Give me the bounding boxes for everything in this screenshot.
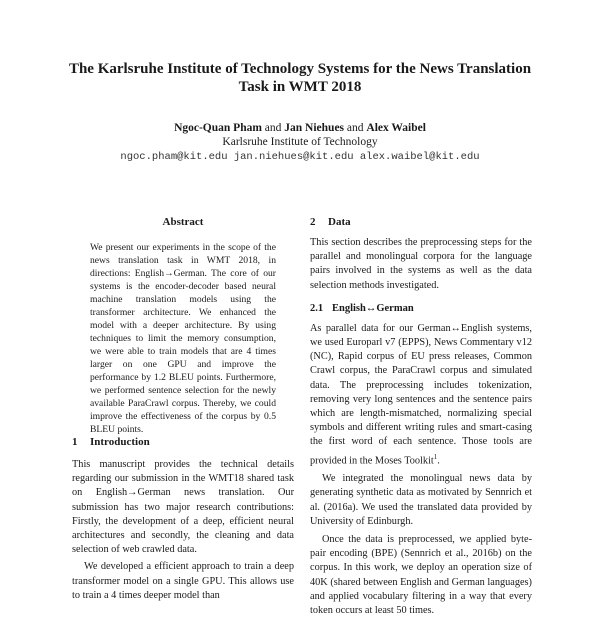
footnote-mark: 1 xyxy=(433,452,438,461)
data-paragraph-4: Once the data is preprocessed, we applied byte-pair encoding (BPE) (Sennrich et al., 2016b) on the corpus. In this work, we deploy an operation size of 40K (shared between English and German languages) and applied vocabulary filtering in a way that every token occurs at least 50 times. xyxy=(310,534,532,617)
paper-title xyxy=(40,60,560,96)
section-title: Data xyxy=(328,216,351,228)
author-name: Jan Niehues xyxy=(284,122,345,134)
data-paragraph-3: We integrated the monolingual news data by generating synthetic data as motivated by Sennrich et al. (2016a). We used the translated data provided by University of Edinburgh. xyxy=(310,473,532,527)
section-heading xyxy=(310,216,532,228)
author-name: Ngoc-Quan Pham xyxy=(174,122,262,134)
author-separator: and xyxy=(346,122,364,134)
author-name: Alex Waibel xyxy=(366,122,426,134)
abstract-text: We present our experiments in the scope of the news translation task in WMT 2018, in directions: English→German. The core of our systems is the encoder-decoder based neural machine translation models using the transformer architecture. We enhanced the model with a deeper architecture. By using techniques to limit the memory consumption, we were able to train models that are 4 times larger on one GPU and improve the performance by 1.2 BLEU points. Furthermore, we performed sentence selection for the newly available ParaCrawl corpus. Thereby, we could improve the effectiveness of the corpus by 0.5 BLEU points. xyxy=(90,242,276,435)
abstract-heading: Abstract xyxy=(162,216,204,228)
intro-section xyxy=(72,436,294,603)
intro-paragraph-2: We developed a efficient approach to train a deep transformer model on a single GPU. This allows use to train a 4 times deeper model than xyxy=(72,561,294,601)
section-number: 2 xyxy=(310,216,316,228)
section-title: Introduction xyxy=(90,436,150,448)
subsection-heading xyxy=(310,303,532,314)
section-heading xyxy=(72,436,294,448)
affiliation: Karlsruhe Institute of Technology xyxy=(222,136,378,148)
subsection-title: English↔German xyxy=(332,302,414,314)
title-line-1: The Karlsruhe Institute of Technology Systems for the News Translation xyxy=(68,61,532,77)
data-paragraph-1: This section describes the preprocessing steps for the parallel and monolingual corpora for the language pairs involved in the systems as well as the data selection methods investigated. xyxy=(310,237,532,291)
author-emails: ngoc.pham@kit.edu jan.niehues@kit.edu alex.waibel@kit.edu xyxy=(120,151,480,163)
data-section xyxy=(310,216,532,618)
author-separator: and xyxy=(264,122,282,134)
data-paragraph-2: As parallel data for our German↔English systems, we used Europarl v7 (EPPS), News Commentary v12 (NC), Rapid corpus of EU press releases, Common Crawl corpus, the ParaCrawl corpus and simulated data. The preprocessing includes tokenization, removing very long sentences and the sentence pairs which are length-mismatched, normalizing special symbols and different writing rules and smart-casing the first word of each sentence. Those tools are provided in the Moses Toolkit$^1$. xyxy=(310,322,532,467)
title-line-2: Task in WMT 2018 xyxy=(238,79,362,95)
subsection-number: 2.1 xyxy=(310,302,324,314)
data-paragraph-2-text: As parallel data for our German↔English systems, we used Europarl v7 (EPPS), News Commentary v12 (NC), Rapid corpus of EU press releases, Common Crawl corpus, the ParaCrawl corpus and simulated data. The preprocessing includes tokenization, removing very long sentences and the sentence pairs which are length-mismatched, normalizing special symbols and different writing rules and smart-casing the first word of each sentence. Those tools are provided in the Moses Toolkit xyxy=(310,322,532,467)
author-list xyxy=(40,121,560,135)
section-number: 1 xyxy=(72,436,78,448)
intro-paragraph-1: This manuscript provides the technical details regarding our submission in the WMT18 shared task on English→German news translation. Our submission has two major research contributions: Firstly, the development of a deep, efficient neural architectures and secondly, the cleaning and data selection of web crawled data. xyxy=(72,459,294,556)
